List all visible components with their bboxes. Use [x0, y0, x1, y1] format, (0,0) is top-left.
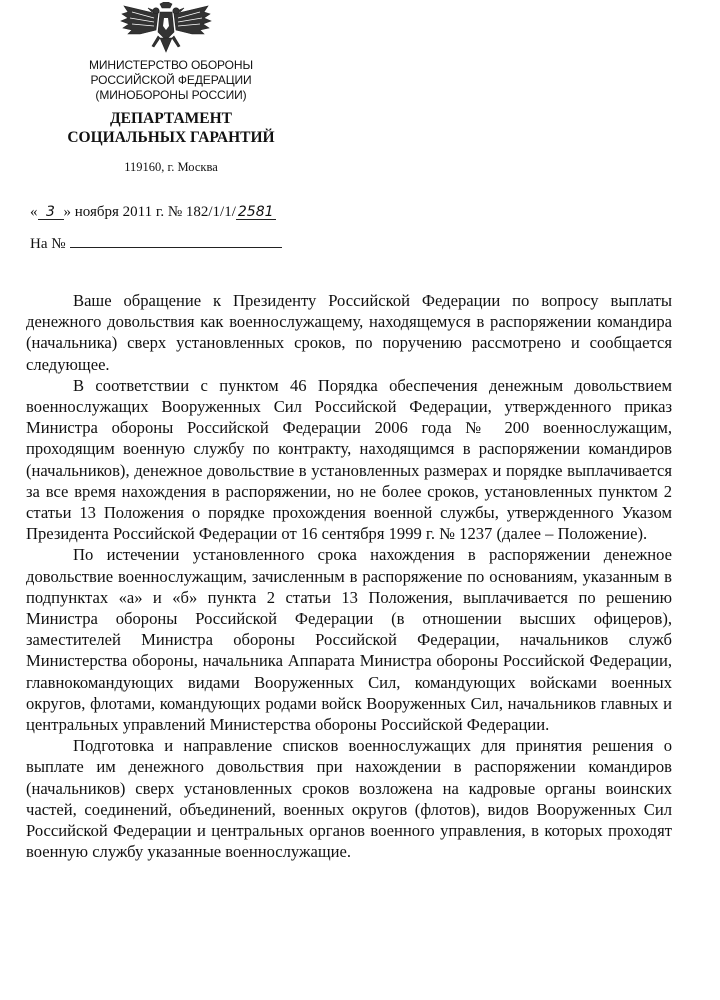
sender-address: 119160, г. Москва [124, 160, 218, 174]
outgoing-number-handwritten: 2581 [237, 204, 274, 220]
ministry-name-line-1: МИНИСТЕРСТВО ОБОРОНЫ [88, 58, 254, 72]
body-paragraph: По истечении установленного срока нахождения в распоряжении денежное довольствие военнослужащим, зачисленным в распоряжение по основаниям, указанным в подпунктах «а» и «б» пункта 2 статьи 13 Положения, выплачивается по решению Министра обороны Российской Федерации (в отношении высших офицеров), заместителей Министра обороны Российской Федерации, начальников служб Министерства обороны, начальника Аппарата Министра обороны Российской Федерации, главнокомандующих видами Вооруженных Сил, командующих войсками военных округов, флотами, командующих родами войск Вооруженных Сил, начальников главных и центральных управлений Министерства обороны Российской Федерации. [26, 545, 672, 735]
reference-blank-field [70, 233, 282, 248]
date-open-quote: « [30, 204, 38, 220]
date-day-handwritten: 3 [38, 205, 64, 220]
date-month-year-number: » ноября 2011 г. № 182/1/1/ [63, 204, 236, 220]
body-paragraph: Подготовка и направление списков военнослужащих для принятия решения о выплате им денежного довольствия при нахождении в распоряжении командиров (начальников) сверх установленных сроков возложена на кадровые органы воинских частей, соединений, объединений, военных округов (флотов), видов Вооруженных Сил Российской Федерации и центральных органов военного управления, в которых проходят военную службу указанные военнослужащие. [26, 736, 672, 862]
double-headed-eagle-icon [118, 2, 214, 58]
ministry-name-line-2: РОССИЙСКОЙ ФЕДЕРАЦИИ [90, 73, 252, 87]
body-paragraph: В соответствии с пунктом 46 Порядка обеспечения денежным довольствием военнослужащих Вооруженных Сил Российской Федерации, утвержденного приказ Министра обороны Российской Федерации 2006 года № 200 военнослужащим, проходящим военную службу по контракту, находящимся в распоряжении командиров (начальников), денежное довольствие в установленных размерах и порядке выплачивается за все время нахождения в распоряжении, но не более сроков, установленных пунктом 2 статьи 13 Положения о порядке прохождения военной службы, утвержденного Указом Президента Российской Федерации от 16 сентября 1999 г. № 1237 (далее – Положение). [26, 375, 672, 544]
reference-number-line [30, 233, 282, 253]
reference-label: На № [30, 236, 66, 252]
department-name-line-2: СОЦИАЛЬНЫХ ГАРАНТИЙ [67, 129, 275, 146]
department-name-line-1: ДЕПАРТАМЕНТ [109, 110, 233, 127]
ministry-name-line-3: (МИНОБОРОНЫ РОССИИ) [95, 88, 247, 102]
letterhead [60, 58, 282, 175]
letter-date-number [30, 204, 276, 221]
letter-body [26, 290, 672, 862]
body-paragraph: Ваше обращение к Президенту Российской Федерации по вопросу выплаты денежного довольствия как военнослужащему, находящемуся в распоряжении командира (начальника) сверх установленных сроков, по поручению рассмотрено и сообщается следующее. [26, 291, 672, 374]
